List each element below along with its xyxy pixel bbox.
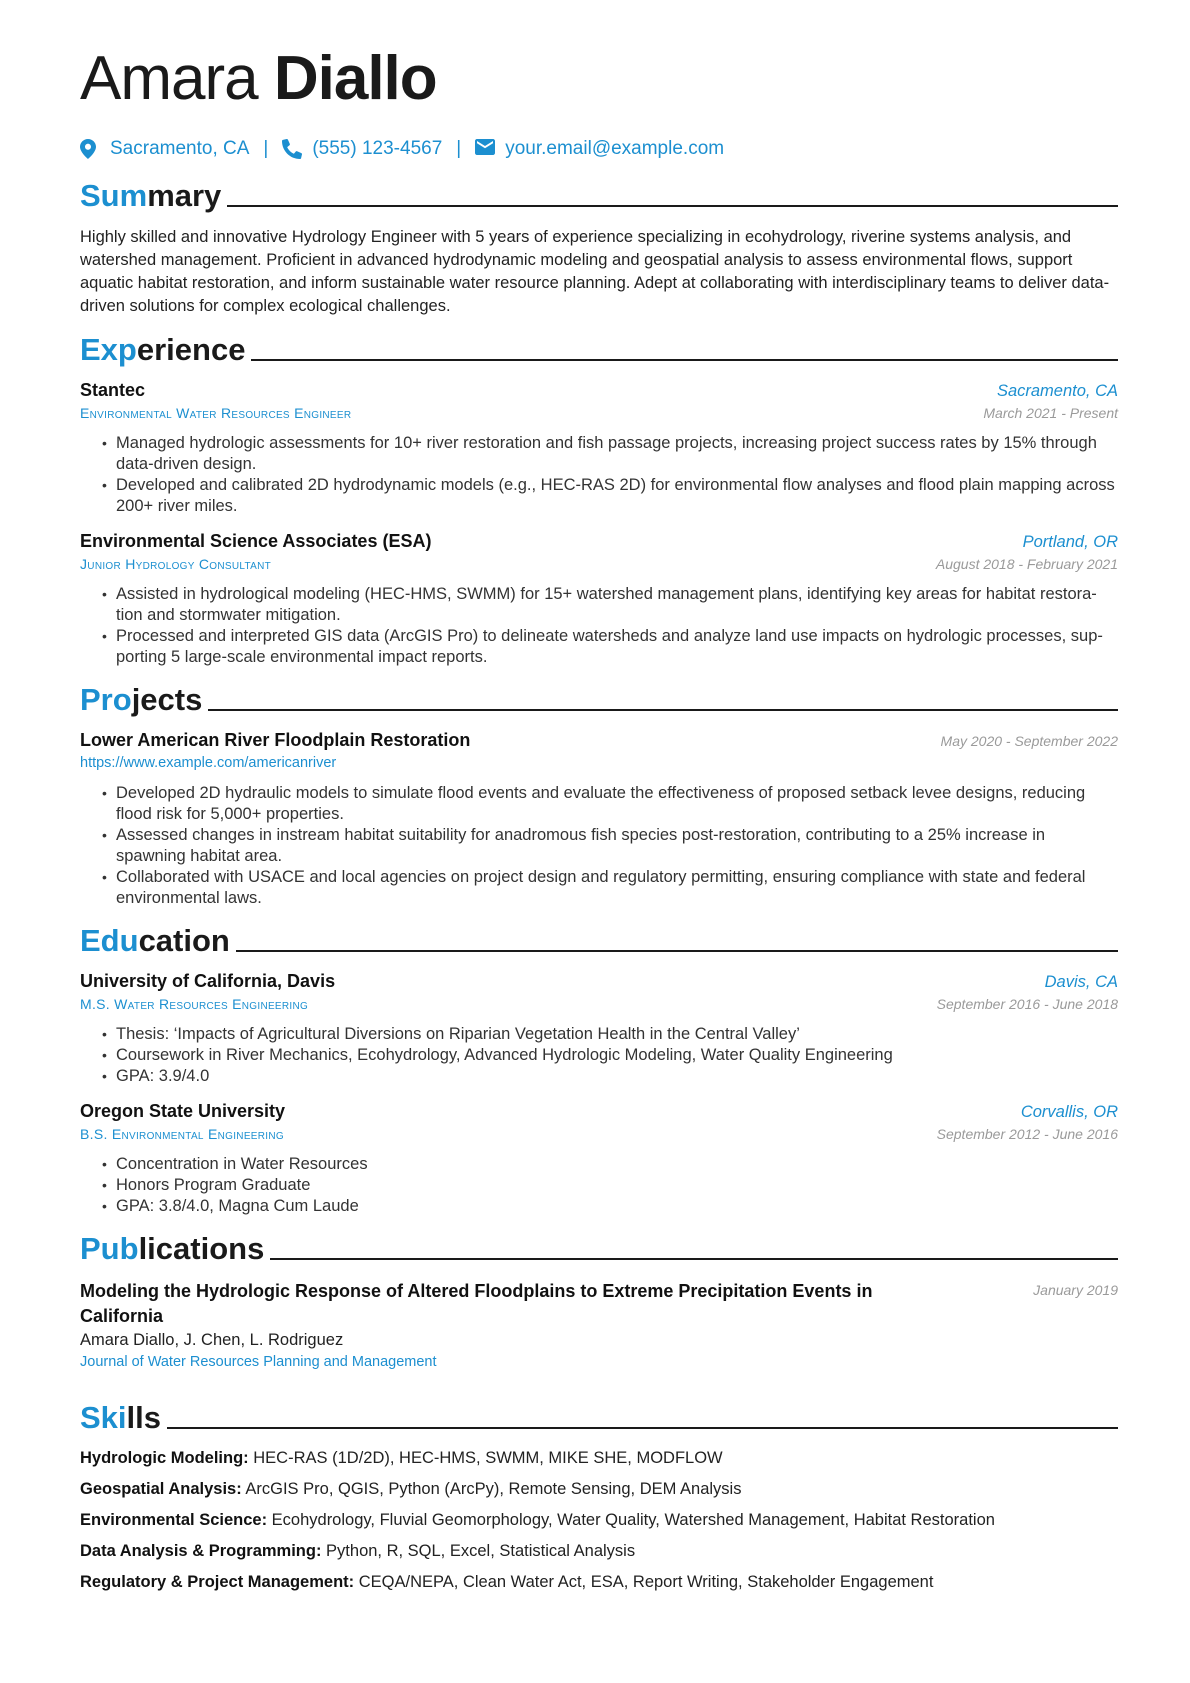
employer-name: Stantec [80,380,146,400]
contact-line [80,134,1118,164]
skill-row [80,1448,1118,1468]
skill-label: Hydrologic Modeling: [80,1449,249,1467]
map-pin-icon [80,139,100,159]
section-title: Projects [80,682,203,717]
section-rule [251,359,1118,361]
contact-phone[interactable] [282,138,442,160]
list-item: • Coursework in River Mechanics, Ecohydrology, Advanced Hydrologic Modeling, Water Quality Engineering [102,1045,1118,1066]
list-item: • Developed and calibrated 2D hydrodynamic models (e.g., HEC-RAS 2D) for environmental flow analyses and flood plain mapping across 200+ river miles. [102,475,1118,517]
skill-value: Ecohydrology, Fluvial Geomorphology, Water Quality, Watershed Management, Habitat Restoration [271,1511,995,1529]
list-item: • Developed 2D hydraulic models to simulate flood events and evaluate the effectiveness of proposed setback levee designs, reducing flood risk for 5,000+ properties. [102,783,1118,825]
degree: B.S. Environmental Engineering [80,1126,284,1142]
publications-list [80,1279,1118,1370]
section-rule [236,950,1118,952]
project-dates: May 2020 - September 2022 [940,733,1118,749]
education-entry [80,971,1118,1087]
skill-label: Geospatial Analysis: [80,1480,242,1498]
section-rule [208,709,1118,711]
publication-authors: Amara Diallo, J. Chen, L. Rodriguez [80,1331,344,1349]
skill-row [80,1541,1118,1561]
section-rule [270,1258,1118,1260]
section-rule [227,205,1118,207]
experience-entry [80,380,1118,517]
project-entry [80,730,1118,909]
publication-date: January 2019 [1033,1282,1118,1298]
education-dates: September 2012 - June 2016 [936,1126,1118,1142]
contact-location [80,138,249,160]
education-dates: September 2016 - June 2018 [936,996,1118,1012]
section-title: Publications [80,1231,265,1266]
project-bullets [102,783,1118,909]
publication-journal: Journal of Water Resources Planning and Management [80,1354,437,1370]
section-title: Skills [80,1400,161,1435]
school-location: Davis, CA [1044,973,1118,991]
summary-text: Highly skilled and innovative Hydrology Engineer with 5 years of experience specializing in ecohydrology, riverine systems analysis, and watershed management. Proficient in advanced hydrodynamic modeling and geospatial analysis to assess environmental flows, support aquatic habitat restoration, and inform sustainable water resource planning. Adept at collaborating with interdisciplinary teams to deliver data-driven solutions for complex ecological challenges. [80,228,1110,315]
projects-list [80,730,1118,909]
section-rule [167,1427,1118,1429]
project-link[interactable]: https://www.example.com/americanriver [80,755,337,771]
school-name: Oregon State University [80,1101,286,1121]
skill-label: Data Analysis & Programming: [80,1542,322,1560]
list-item: • Collaborated with USACE and local agencies on project design and regulatory permitting, ensuring compliance with state and federal environmental laws. [102,867,1118,909]
skill-value: CEQA/NEPA, Clean Water Act, ESA, Report Writing, Stakeholder Engagement [358,1573,934,1591]
job-dates: August 2018 - February 2021 [935,556,1118,572]
contact-email[interactable] [475,138,724,160]
skill-value: Python, R, SQL, Excel, Statistical Analysis [326,1542,636,1560]
degree: M.S. Water Resources Engineering [80,996,309,1012]
first-name: Amara [80,44,258,113]
skill-label: Environmental Science: [80,1511,268,1529]
section-education-heading [80,919,1118,959]
experience-list [80,380,1118,668]
job-bullets [102,433,1118,517]
list-item: • Processed and interpreted GIS data (ArcGIS Pro) to delineate watersheds and analyze land use impacts on hydrologic processes, sup-porting 5 large-scale environmental impact reports. [102,626,1118,668]
section-experience-heading [80,328,1118,368]
job-location: Sacramento, CA [996,382,1118,400]
education-entry [80,1101,1118,1217]
skill-label: Regulatory & Project Management: [80,1573,355,1591]
list-item: • Thesis: ‘Impacts of Agricultural Diversions on Riparian Vegetation Health in the Central Valley’ [102,1024,1118,1045]
skill-row [80,1479,1118,1499]
publication-title: Modeling the Hydrologic Response of Altered Floodplains to Extreme Precipitation Events in California [80,1281,873,1326]
skills-list [80,1448,1118,1592]
school-location: Corvallis, OR [1020,1103,1118,1121]
skill-row [80,1572,1118,1592]
section-skills-heading [80,1396,1118,1436]
phone-icon [282,139,302,159]
list-item: • Concentration in Water Resources [102,1154,1118,1175]
school-name: University of California, Davis [80,971,336,991]
skill-value: ArcGIS Pro, QGIS, Python (ArcPy), Remote Sensing, DEM Analysis [245,1480,742,1498]
phone-text: (555) 123-4567 [312,138,443,159]
section-summary-heading [80,174,1118,214]
contact-separator: | [456,138,462,159]
education-bullets [102,1154,1118,1217]
last-name: Diallo [273,44,437,113]
contact-separator: | [263,138,269,159]
experience-entry [80,531,1118,668]
job-title: Junior Hydrology Consultant [80,556,272,572]
education-bullets [102,1024,1118,1087]
section-title: Education [80,923,230,958]
list-item: • GPA: 3.8/4.0, Magna Cum Laude [102,1196,1118,1217]
list-item: • Managed hydrologic assessments for 10+ river restoration and fish passage projects, increasing project success rates by 15% through data-driven design. [102,433,1118,475]
section-projects-heading [80,678,1118,718]
job-bullets [102,584,1118,668]
email-text: your.email@example.com [505,138,725,159]
list-item: • GPA: 3.9/4.0 [102,1066,1118,1087]
project-title: Lower American River Floodplain Restoration [80,730,471,750]
job-title: Environmental Water Resources Engineer [80,405,352,421]
education-list [80,971,1118,1217]
section-publications-heading [80,1227,1118,1267]
section-title: Summary [80,178,222,213]
candidate-name [80,40,1118,118]
location-text: Sacramento, CA [110,138,250,159]
publication-entry [80,1279,1118,1370]
skill-row [80,1510,1118,1530]
list-item: • Assessed changes in instream habitat suitability for anadromous fish species post-restoration, contributing to a 25% increase in spawning habitat area. [102,825,1118,867]
section-title: Experience [80,332,246,367]
employer-name: Environmental Science Associates (ESA) [80,531,432,551]
job-location: Portland, OR [1022,533,1118,551]
list-item: • Assisted in hydrological modeling (HEC-HMS, SWMM) for 15+ watershed management plans, identifying key areas for habitat restora-tion and stormwater mitigation. [102,584,1118,626]
list-item: • Honors Program Graduate [102,1175,1118,1196]
resume-page [80,40,1118,1603]
envelope-icon [475,139,495,159]
skill-value: HEC-RAS (1D/2D), HEC-HMS, SWMM, MIKE SHE, MODFLOW [253,1449,723,1467]
job-dates: March 2021 - Present [983,405,1118,421]
